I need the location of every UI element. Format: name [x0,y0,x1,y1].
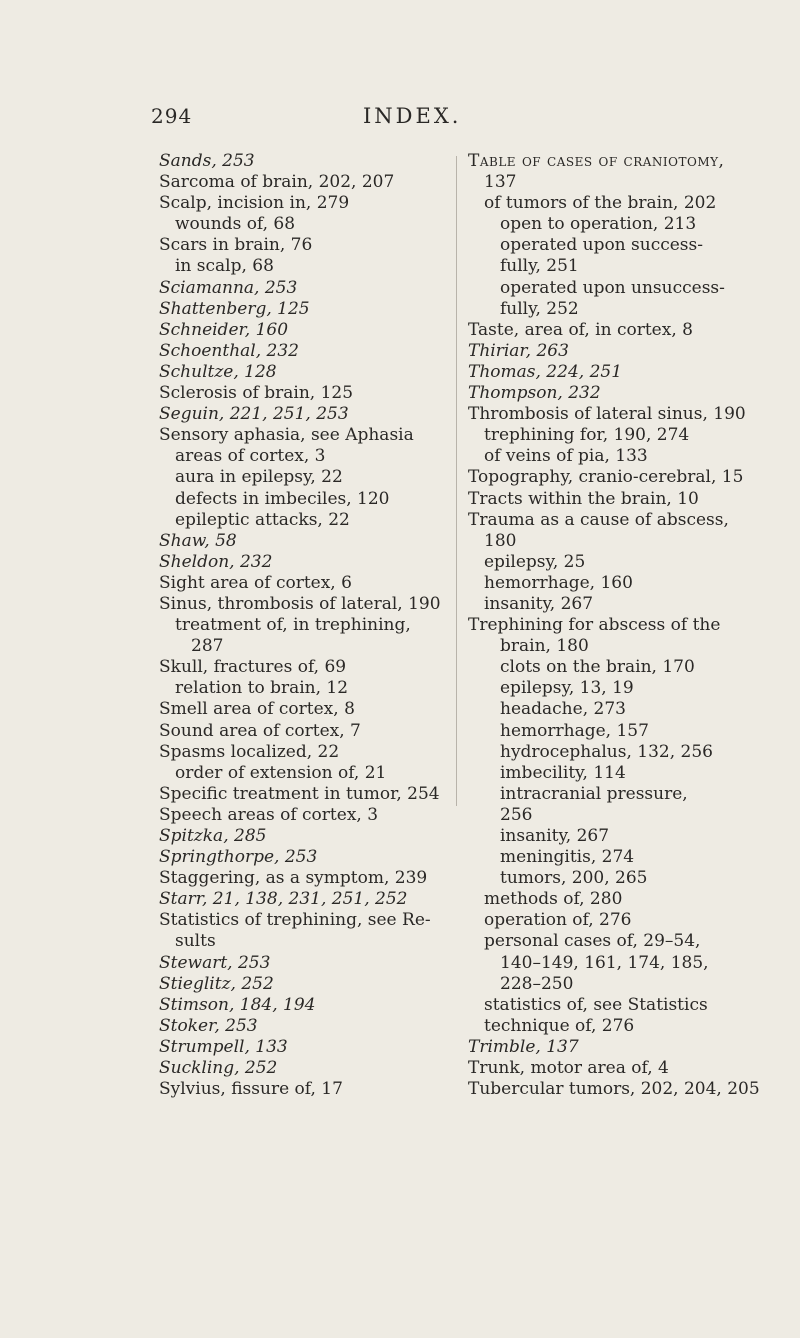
index-entry: Skull, fractures of, 69 [159,657,347,678]
index-entry: Statistics of trephining, see Re- [159,910,431,931]
index-entry: 287 [191,636,224,657]
index-entry: in scalp, 68 [175,256,274,277]
index-entry: Specific treatment in tumor, 254 [159,783,440,804]
index-entry: Strumpell, 133 [159,1036,288,1057]
index-entry: operation of, 276 [484,910,632,931]
index-entry: defects in imbeciles, 120 [175,488,390,509]
index-entry: Spasms localized, 22 [159,741,340,762]
page-header [0,104,800,134]
index-entry: operated upon success- [500,235,704,256]
index-entry: Stimson, 184, 194 [159,994,316,1015]
index-entry: Speech areas of cortex, 3 [159,804,379,825]
index-entry: Trunk, motor area of, 4 [468,1058,669,1079]
index-column-left [159,151,454,1100]
index-entry: trephining for, 190, 274 [484,425,690,446]
index-entry: Starr, 21, 138, 231, 251, 252 [159,889,408,910]
index-entry: methods of, 280 [484,889,623,910]
index-entry: hemorrhage, 157 [500,720,649,741]
index-entry: personal cases of, 29–54, [484,931,701,952]
index-entry: Sight area of cortex, 6 [159,572,352,593]
index-entry: order of extension of, 21 [175,762,387,783]
index-entry: Staggering, as a symptom, 239 [159,868,428,889]
index-entry: headache, 273 [500,699,626,720]
index-entry: Suckling, 252 [159,1058,278,1079]
index-entry: Sylvius, fissure of, 17 [159,1079,343,1100]
index-entry: areas of cortex, 3 [175,446,326,467]
index-entry: wounds of, 68 [175,214,296,235]
index-entry: relation to brain, 12 [175,678,349,699]
index-entry: Sciamanna, 253 [159,277,298,298]
index-entry: treatment of, in trephining, [175,615,411,636]
index-entry: Trephining for abscess of the [468,615,721,636]
index-entry: aura in epilepsy, 22 [175,467,343,488]
index-entry: Shaw, 58 [159,530,237,551]
index-entry: Sarcoma of brain, 202, 207 [159,172,395,193]
index-entry: technique of, 276 [484,1015,635,1036]
index-entry: sults [175,931,216,952]
index-entry: Thomas, 224, 251 [468,361,623,382]
index-entry: Sands, 253 [159,151,255,171]
column-divider [456,156,457,806]
index-entry: Trimble, 137 [468,1036,579,1057]
index-entry: Seguin, 221, 251, 253 [159,404,349,425]
index-entry: insanity, 267 [500,826,610,846]
index-entry: fully, 252 [500,298,579,319]
index-entry: epilepsy, 13, 19 [500,678,634,699]
index-entry: Taste, area of, in cortex, 8 [468,319,693,340]
page-number: 294 [151,104,193,128]
index-entry: 228–250 [500,973,574,994]
index-entry: Sclerosis of brain, 125 [159,383,354,404]
index-entry: Smell area of cortex, 8 [159,699,355,720]
index-entry: Scars in brain, 76 [159,235,313,256]
index-entry: of tumors of the brain, 202 [484,193,717,214]
index-entry: 180 [484,530,517,551]
index-entry: Shattenberg, 125 [159,298,310,319]
index-entry: imbecility, 114 [500,762,626,783]
index-entry: Tracts within the brain, 10 [468,488,699,509]
index-entry: fully, 251 [500,256,579,277]
index-entry: insanity, 267 [484,593,594,614]
index-entry: tumors, 200, 265 [500,868,648,889]
index-entry: Stieglitz, 252 [159,973,274,994]
index-entry: 137 [484,172,517,193]
index-entry: Schoenthal, 232 [159,340,299,361]
index-entry: hydrocephalus, 132, 256 [500,741,713,762]
index-entry: epilepsy, 25 [484,551,586,572]
index-entry: Sensory aphasia, see Aphasia [159,425,414,446]
index-entry: Schneider, 160 [159,319,289,340]
index-entry: Scalp, incision in, 279 [159,193,350,214]
index-entry: clots on the brain, 170 [500,657,695,678]
index-entry: Tubercular tumors, 202, 204, 205 [468,1079,760,1100]
index-entry: Stewart, 253 [159,952,271,973]
index-entry: Thiriar, 263 [468,340,569,361]
index-entry: Thompson, 232 [468,383,601,404]
index-entry: of veins of pia, 133 [484,446,648,467]
index-entry: Thrombosis of lateral sinus, 190 [468,404,746,425]
index-entry: Table of cases of craniotomy, [468,151,725,171]
index-entry: Spitzka, 285 [159,826,267,846]
index-column-right [468,151,798,1100]
index-entry: Springthorpe, 253 [159,847,318,868]
index-entry: epileptic attacks, 22 [175,509,350,530]
index-entry: hemorrhage, 160 [484,572,633,593]
index-entry: brain, 180 [500,636,589,657]
index-entry: 256 [500,804,533,825]
index-entry: meningitis, 274 [500,847,635,868]
index-entry: operated upon unsuccess- [500,277,725,298]
index-entry: Stoker, 253 [159,1015,258,1036]
index-entry: 140–149, 161, 174, 185, [500,952,709,973]
index-entry: Sheldon, 232 [159,551,273,572]
index-entry: statistics of, see Statistics [484,994,708,1015]
index-entry: open to operation, 213 [500,214,697,235]
running-head: INDEX. [363,104,462,128]
index-entry: Topography, cranio-cerebral, 15 [468,467,744,488]
index-entry: intracranial pressure, [500,783,688,804]
index-entry: Schultze, 128 [159,361,277,382]
index-entry: Sound area of cortex, 7 [159,720,361,741]
index-entry: Trauma as a cause of abscess, [468,509,729,530]
index-entry: Sinus, thrombosis of lateral, 190 [159,593,441,614]
